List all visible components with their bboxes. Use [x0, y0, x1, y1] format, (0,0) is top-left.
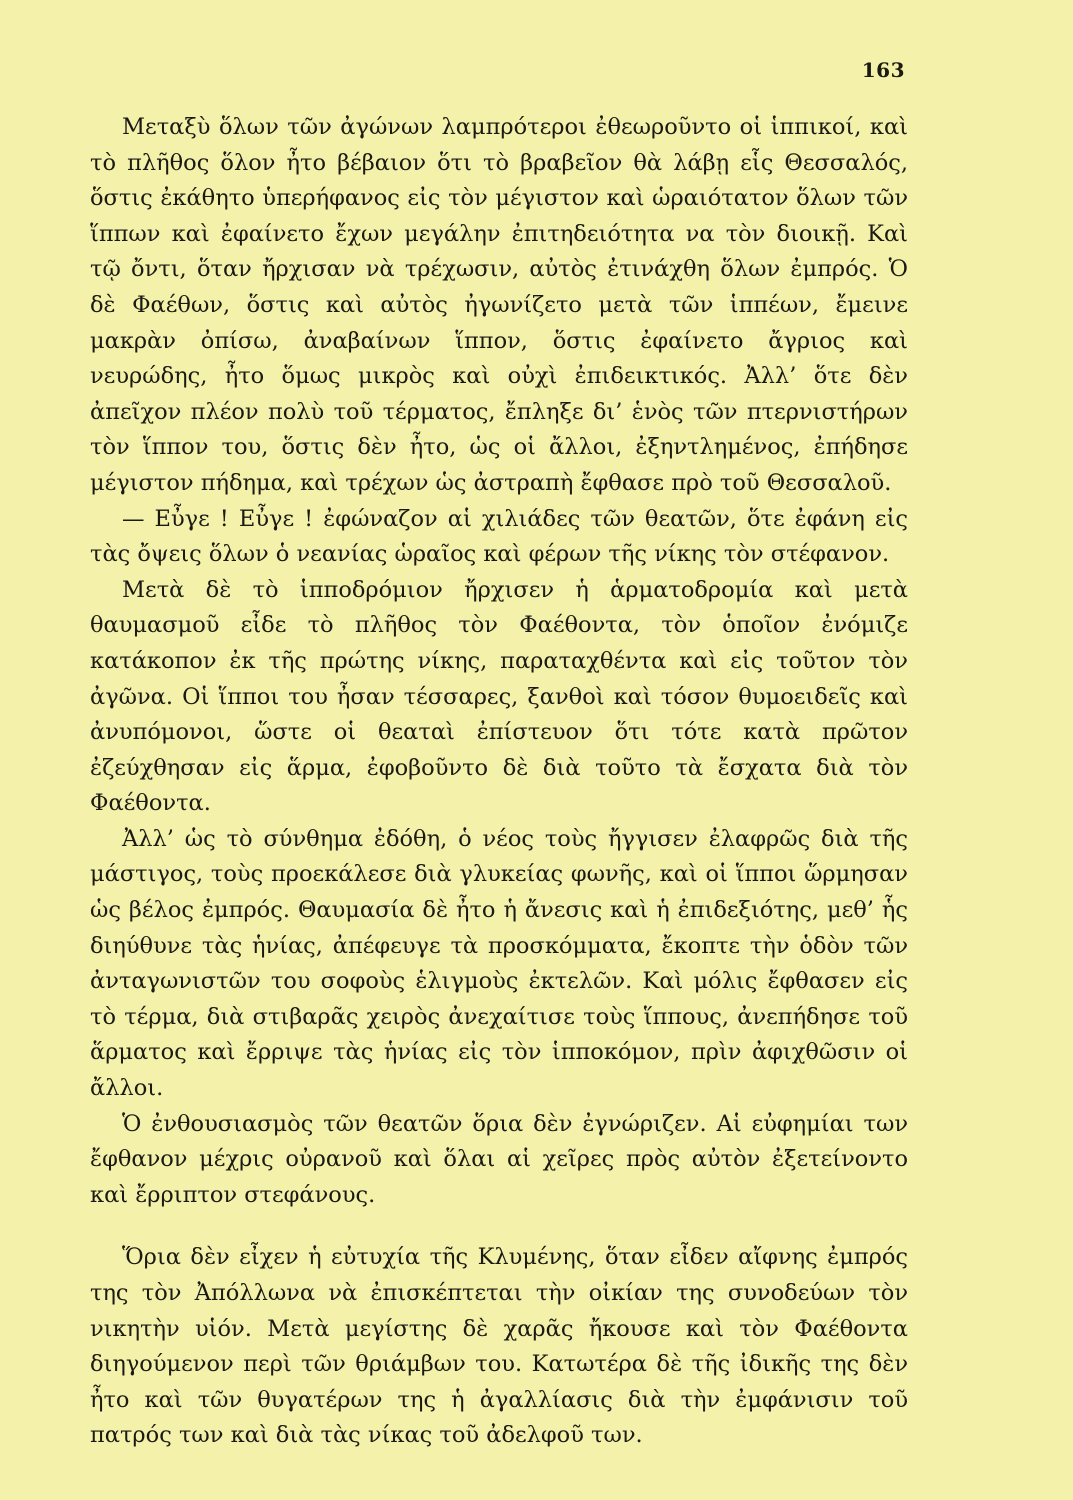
body-text — [90, 110, 908, 1454]
paragraph-2: — Εὖγε ! Εὖγε ! ἐφώναζον αἱ χιλιάδες τῶν θεατῶν, ὅτε ἐφάνη εἰς τὰς ὄψεις ὅλων ὁ νεανίας ὡραῖος καὶ φέρων τῆς νίκης τὸν στέφανον. — [90, 505, 908, 568]
paragraph-6: Ὅρια δὲν εἶχεν ἡ εὐτυχία τῆς Κλυμένης, ὅταν εἶδεν αἴφνης ἐμπρός της τὸν Ἀπόλλωνα νὰ ἐπισκέπτεται τὴν οἰκίαν της συνοδεύων τὸν νικητὴν υἱόν. Μετὰ μεγίστης δὲ χαρᾶς ἤκουσε καὶ τὸν Φαέθοντα διηγούμενον περὶ τῶν θριάμβων του. Κατωτέρα δὲ τῆς ἰδικῆς της δὲν ἦτο καὶ τῶν θυγατέρων της ἡ ἀγαλλίασις διὰ τὴν ἐμφάνισιν τοῦ πατρός των καὶ διὰ τὰς νίκας τοῦ ἀδελφοῦ των. — [90, 1244, 908, 1449]
paragraph-4: Ἀλλ’ ὡς τὸ σύνθημα ἐδόθη, ὁ νέος τοὺς ἤγγισεν ἐλαφρῶς διὰ τῆς μάστιγος, τοὺς προεκάλεσε διὰ γλυκείας φωνῆς, καὶ οἱ ἵπποι ὥρμησαν ὡς βέλος ἐμπρός. Θαυμασία δὲ ἦτο ἡ ἄνεσις καὶ ἡ ἐπιδεξιότης, μεθ’ ἧς διηύθυνε τὰς ἡνίας, ἀπέφευγε τὰ προσκόμματα, ἔκοπτε τὴν ὁδὸν τῶν ἀνταγωνιστῶν του σοφοὺς ἑλιγμοὺς ἐκτελῶν. Καὶ μόλις ἔφθασεν εἰς τὸ τέρμα, διὰ στιβαρᾶς χειρὸς ἀνεχαίτισε τοὺς ἵππους, ἀνεπήδησε τοῦ ἅρματος καὶ ἔρριψε τὰς ἡνίας εἰς τὸν ἱπποκόμον, πρὶν ἀφιχθῶσιν οἱ ἄλλοι. — [90, 825, 908, 1102]
paragraph-3: Μετὰ δὲ τὸ ἱπποδρόμιον ἤρχισεν ἡ ἁρματοδρομία καὶ μετὰ θαυμασμοῦ εἶδε τὸ πλῆθος τὸν Φαέθοντα, τὸν ὁποῖον ἐνόμιζε κατάκοπον ἐκ τῆς πρώτης νίκης, παραταχθέντα καὶ εἰς τοῦτον τὸν ἀγῶνα. Οἱ ἵπποι του ἦσαν τέσσαρες, ξανθοὶ καὶ τόσον θυμοειδεῖς καὶ ἀνυπόμονοι, ὥστε οἱ θεαταὶ ἐπίστευον ὅτι τότε κατὰ πρῶτον ἐζεύχθησαν εἰς ἅρμα, ἐφοβοῦντο δὲ διὰ τοῦτο τὰ ἔσχατα διὰ τὸν Φαέθοντα. — [90, 576, 908, 817]
page-number: 163 — [861, 58, 905, 82]
paragraph-1: Μεταξὺ ὅλων τῶν ἀγώνων λαμπρότεροι ἐθεωροῦντο οἱ ἱππικοί, καὶ τὸ πλῆθος ὅλον ἦτο βέβαιον ὅτι τὸ βραβεῖον θὰ λάβῃ εἷς Θεσσαλός, ὅστις ἐκάθητο ὑπερήφανος εἰς τὸν μέγιστον καὶ ὡραιότατον ὅλων τῶν ἵππων καὶ ἐφαίνετο ἔχων μεγάλην ἐπιτηδειότητα να τὸν διοικῇ. Καὶ τῷ ὄντι, ὅταν ἤρχισαν νὰ τρέχωσιν, αὐτὸς ἐτινάχθη ὅλων ἐμπρός. Ὁ δὲ Φαέθων, ὅστις καὶ αὐτὸς ἠγωνίζετο μετὰ τῶν ἱππέων, ἔμεινε μακρὰν ὀπίσω, ἀναβαίνων ἵππον, ὅστις ἐφαίνετο ἄγριος καὶ νευρώδης, ἦτο ὅμως μικρὸς καὶ οὐχὶ ἐπιδεικτικός. Ἀλλ’ ὅτε δὲν ἀπεῖχον πλέον πολὺ τοῦ τέρματος, ἔπληξε δι’ ἑνὸς τῶν πτερνιστήρων τὸν ἵππον του, ὅστις δὲν ἦτο, ὡς οἱ ἄλλοι, ἐξηντλημένος, ἐπήδησε μέγιστον πήδημα, καὶ τρέχων ὡς ἀστραπὴ ἔφθασε πρὸ τοῦ Θεσσαλοῦ. — [90, 114, 908, 496]
paragraph-5: Ὁ ἐνθουσιασμὸς τῶν θεατῶν ὅρια δὲν ἐγνώριζεν. Αἱ εὐφημίαι των ἔφθανον μέχρις οὐρανοῦ καὶ ὅλαι αἱ χεῖρες πρὸς αὐτὸν ἐξετείνοντο καὶ ἔρριπτον στεφάνους. — [90, 1110, 908, 1208]
